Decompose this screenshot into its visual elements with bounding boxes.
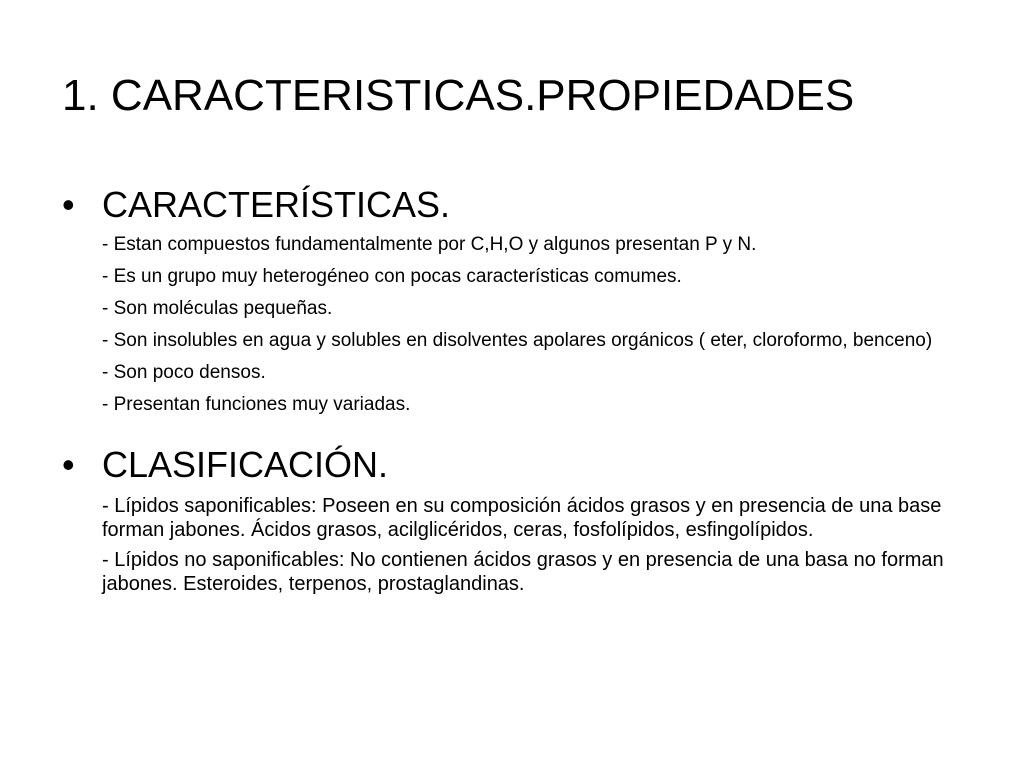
list-item: - Presentan funciones muy variadas. <box>102 394 411 415</box>
list-item: - Es un grupo muy heterogéneo con pocas características comumes. <box>102 266 682 287</box>
list-item: - Son insolubles en agua y solubles en disolventes apolares orgánicos ( eter, cloroformo, benceno) <box>102 330 933 351</box>
item-list <box>62 234 982 416</box>
list-item: - Estan compuestos fundamentalmente por C,H,O y algunos presentan P y N. <box>102 234 757 255</box>
section-heading <box>62 440 982 490</box>
bullet-icon: • <box>62 444 75 485</box>
section-clasificacion <box>62 440 982 602</box>
section-heading-text: CLASIFICACIÓN. <box>102 444 389 485</box>
list-item: - Son moléculas pequeñas. <box>102 298 333 319</box>
list-item: - Son poco densos. <box>102 362 266 383</box>
list-item: - Lípidos no saponificables: No contienen ácidos grasos y en presencia de una basa no forman jabones. Esteroides, terpenos, prostaglandinas. <box>102 549 944 595</box>
section-heading-text: CARACTERÍSTICAS. <box>102 184 451 225</box>
list-item: - Lípidos saponificables: Poseen en su composición ácidos grasos y en presencia de una base forman jabones. Ácidos grasos, acilglicéridos, ceras, fosfolípidos, esfingolípidos. <box>102 495 942 541</box>
slide-title: 1. CARACTERISTICAS.PROPIEDADES <box>62 71 855 120</box>
section-caracteristicas <box>62 180 982 426</box>
section-heading <box>62 180 982 230</box>
bullet-icon: • <box>62 184 75 225</box>
item-list <box>62 494 982 596</box>
